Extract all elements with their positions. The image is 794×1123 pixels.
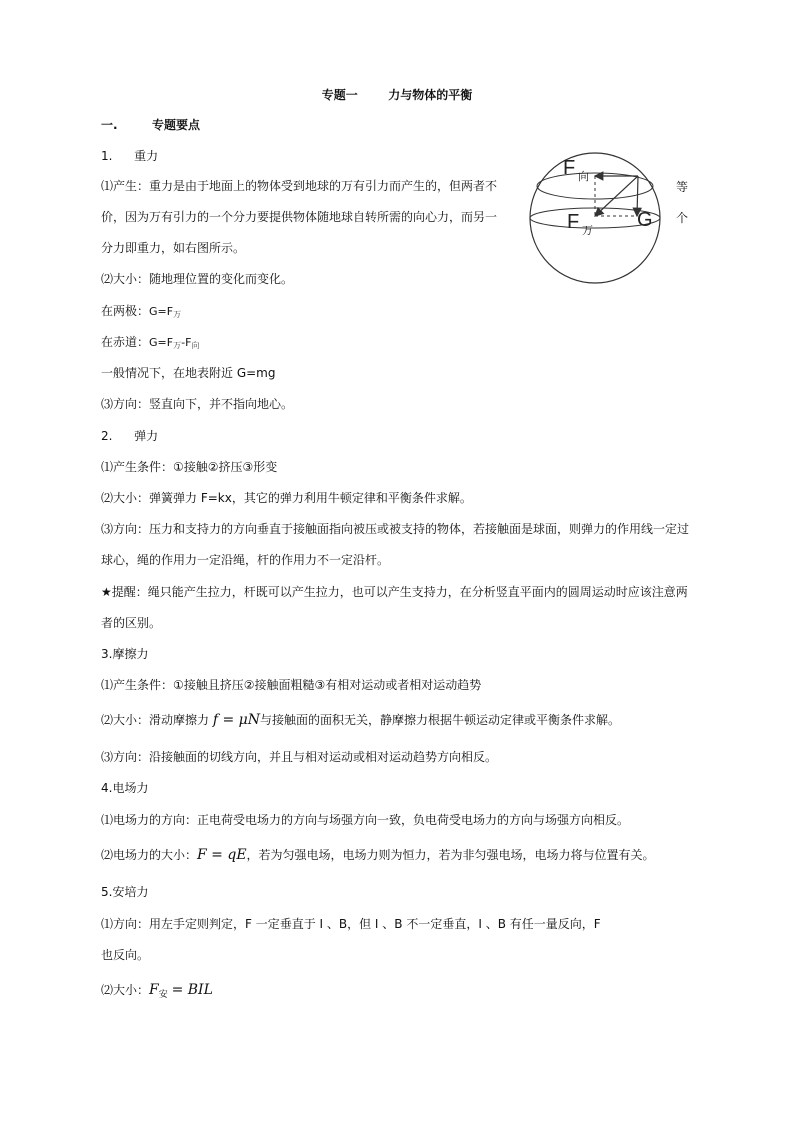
gravity-origin-line1: ⑴产生：重力是由于地面上的物体受到地球的万有引力而产生的，但两者不 xyxy=(101,179,498,193)
poles-expr: G=F xyxy=(149,305,174,318)
equator-mid: -F xyxy=(181,336,192,349)
ampere-direction-line1: ⑴方向：用左手定则判定，F 一定垂直于 I 、B，但 I 、B 不一定垂直，I 、B 有任一量反向，F xyxy=(101,917,601,931)
section-heading xyxy=(101,117,200,133)
friction-size-suffix: 与接触面的面积无关，静摩擦力根据牛顿运动定律或平衡条件求解。 xyxy=(260,713,621,727)
elastic-heading-number: 2. xyxy=(101,429,113,443)
elastic-size: ⑵大小：弹簧弹力 F=kx，其它的弹力利用牛顿定律和平衡条件求解。 xyxy=(101,491,472,505)
elastic-heading-label: 弹力 xyxy=(134,429,159,443)
gravity-equator xyxy=(101,334,199,354)
friction-size xyxy=(101,712,620,728)
poles-label: 在两极： xyxy=(101,304,150,318)
friction-size-prefix: ⑵大小：滑动摩擦力 xyxy=(101,713,210,727)
electric-size-suffix: ，若为匀强电场，电场力则为恒力，若为非匀强电场，电场力将与位置有关。 xyxy=(246,848,655,862)
ampere-formula-f: F xyxy=(149,982,159,998)
elastic-condition: ⑴产生条件：①接触②挤压③形变 xyxy=(101,460,278,474)
ampere-size-prefix: ⑵大小： xyxy=(101,983,150,997)
friction-direction: ⑶方向：沿接触面的切线方向，并且与相对运动或相对运动趋势方向相反。 xyxy=(101,750,498,764)
ampere-formula-sub: 安 xyxy=(158,990,168,1000)
label-f-xiang: F xyxy=(563,157,576,179)
gravity-origin-line2: 价，因为万有引力的一个分力要提供物体随地球自转所需的向心力，而另一 xyxy=(101,210,498,224)
equator-sub1: 万 xyxy=(173,341,182,350)
electric-formula: F = qE xyxy=(197,847,247,863)
title-subject: 力与物体的平衡 xyxy=(388,88,473,102)
label-f-wan: F xyxy=(567,211,580,233)
label-f-wan-sub: 万 xyxy=(582,225,593,237)
gravity-general: 一般情况下，在地表附近 G=mg xyxy=(101,366,276,380)
page-title xyxy=(0,86,794,103)
elastic-tip-line2: 者的区别。 xyxy=(101,616,162,630)
gravity-poles xyxy=(101,303,181,323)
elastic-direction-line1: ⑶方向：压力和支持力的方向垂直于接触面指向被压或被支持的物体，若接触面是球面，则弹力的作用线一定过 xyxy=(101,522,690,536)
ampere-formula-rest: = BIL xyxy=(171,982,213,998)
section-number: 一. xyxy=(101,118,118,132)
friction-condition: ⑴产生条件：①接触且挤压②接触面粗糙③有相对运动或者相对运动趋势 xyxy=(101,678,482,692)
earth-force-diagram xyxy=(515,146,671,288)
title-topic: 专题一 xyxy=(321,88,358,102)
friction-heading: 3.摩擦力 xyxy=(101,647,149,661)
equator-expr: G=F xyxy=(149,336,174,349)
label-f-xiang-sub: 向 xyxy=(578,171,589,183)
gravity-origin-right2: 个 xyxy=(676,211,689,225)
gravity-heading-label: 重力 xyxy=(134,149,159,163)
gravity-direction: ⑶方向：竖直向下，并不指向地心。 xyxy=(101,397,294,411)
elastic-tip-line1: ★提醒：绳只能产生拉力，杆既可以产生拉力，也可以产生支持力，在分析竖直平面内的圆周运动时应该注意两 xyxy=(101,585,688,599)
elastic-heading xyxy=(101,428,158,444)
electric-size-prefix: ⑵电场力的大小： xyxy=(101,848,198,862)
equator-sub2: 向 xyxy=(191,341,200,350)
electric-size xyxy=(101,847,655,863)
gravity-heading xyxy=(101,148,158,164)
friction-formula: f = μN xyxy=(212,712,261,728)
gravity-heading-number: 1. xyxy=(101,149,113,163)
elastic-direction-line2: 球心，绳的作用力一定沿绳，杆的作用力不一定沿杆。 xyxy=(101,553,390,567)
electric-direction: ⑴电场力的方向：正电荷受电场力的方向与场强方向一致，负电荷受电场力的方向与场强方向相反。 xyxy=(101,813,630,827)
section-label: 专题要点 xyxy=(151,118,200,132)
ampere-size xyxy=(101,982,213,1003)
ampere-direction-line2: 也反向。 xyxy=(101,948,150,962)
gravity-origin-right1: 等 xyxy=(676,180,689,194)
ampere-heading: 5.安培力 xyxy=(101,885,149,899)
gravity-origin-line3: 分力即重力，如右图所示。 xyxy=(101,241,246,255)
electric-heading: 4.电场力 xyxy=(101,781,149,795)
gravity-size: ⑵大小：随地理位置的变化而变化。 xyxy=(101,272,294,286)
poles-sub: 万 xyxy=(173,310,182,319)
label-g: G xyxy=(637,209,653,231)
equator-label: 在赤道： xyxy=(101,335,150,349)
